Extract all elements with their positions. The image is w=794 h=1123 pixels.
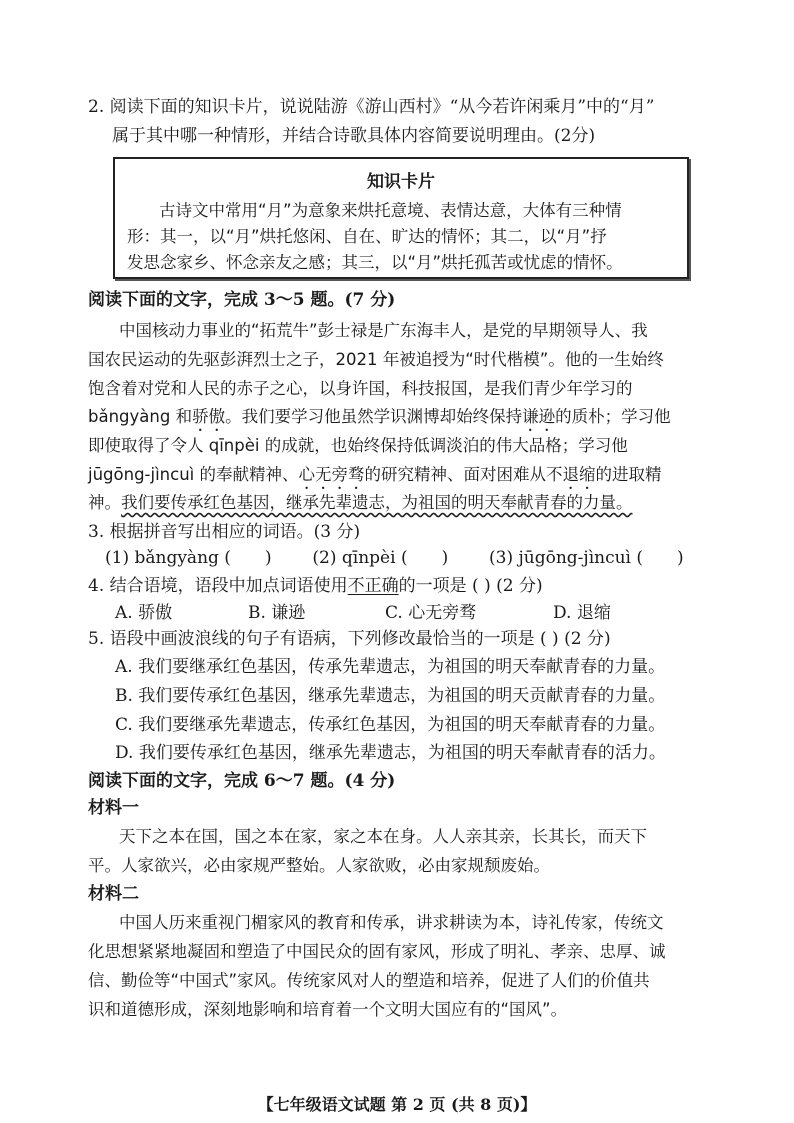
q3-stem: 3. 根据拼音写出相应的词语。(3 分)	[88, 522, 361, 542]
passage-line-2: 国农民运动的先驱彭湃烈士之子，2021 年被追授为“时代楷模”。他的一生始终	[88, 350, 664, 369]
card-line-2: 形：其一，以“月”烘托悠闲、自在、旷达的情怀；其二，以“月”抒	[127, 227, 607, 246]
q3-blanks: (1) bǎngyàng ( ) (2) qīnpèi ( ) (3) jūgōng-jìncuì ( )	[105, 548, 684, 568]
section1-header: 阅读下面的文字，完成 3～5 题。(7 分)	[88, 290, 396, 310]
q5-option-d: D. 我们要传承红色基因，继承先辈遗志，为祖国的明天奉献青春的活力。	[115, 743, 666, 763]
passage-text: 的进取精	[595, 465, 662, 484]
material-2-line-3: 信、勤俭等“中国式”家风。传统家风对人的塑造和培养，促进了人们的价值共	[88, 971, 650, 990]
q5-option-c: C. 我们要继承先辈遗志，传承红色基因，为祖国的明天奉献青春的力量。	[115, 715, 666, 735]
q3-item-3: (3) jūgōng-jìncuì (	[489, 548, 644, 568]
material-2-title: 材料二	[88, 884, 139, 904]
passage-line-4	[88, 406, 671, 435]
passage-text: 的研究精神、面对困难从不	[364, 465, 563, 484]
material-2-line-1: 中国人历来重视门楣家风的教育和传承，讲求耕读为本，诗礼传家，传统文	[119, 913, 664, 932]
pinyin-text: bǎngyàng 和	[88, 407, 193, 426]
pinyin-text: jūgōng-jìncuì 的奉献精神、	[88, 465, 299, 484]
q2-stem-line1: 2. 阅读下面的知识卡片，说说陆游《游山西村》“从今若许闲乘月”中的“月”	[88, 97, 655, 117]
section2-header: 阅读下面的文字，完成 6～7 题。(4 分)	[88, 771, 396, 791]
knowledge-card	[113, 157, 689, 279]
card-title: 知识卡片	[367, 172, 435, 192]
dotted-word-jiaoao: 骄傲	[192, 407, 226, 426]
passage-line-1: 中国核动力事业的“拓荒牛”彭士禄是广东海丰人，是党的早期领导人、我	[119, 321, 648, 340]
q3-item-2: (2) qīnpèi (	[312, 548, 408, 568]
passage-line-6	[88, 464, 661, 493]
q4-option-a: A. 骄傲	[115, 603, 173, 623]
passage-line-7	[88, 492, 633, 514]
q5-stem: 5. 语段中画波浪线的句子有语病，下列修改最恰当的一项是 ( ) (2 分)	[88, 629, 611, 649]
material-2-line-2: 化思想紧紧地凝固和塑造了中国民众的固有家风，形成了明礼、孝亲、忠厚、诚	[88, 942, 666, 961]
dotted-word-tuisuo: 退缩	[562, 465, 596, 484]
q4-option-d: D. 退缩	[553, 603, 611, 623]
passage-line-5: 即使取得了令人 qīnpèi 的成就，也始终保持低调淡泊的伟大品格；学习他	[88, 436, 628, 455]
material-1-line-2: 平。人家欲兴，必由家规严整始。人家欲败，必由家规颓废始。	[88, 856, 550, 875]
passage-text: 的质朴；学习他	[555, 407, 671, 426]
q4-option-c: C. 心无旁骛	[385, 603, 477, 623]
passage-line-3: 饱含着对党和人民的赤子之心，以身许国，科技报国，是我们青少年学习的	[88, 379, 633, 398]
wavy-underlined-sentence: 我们要传承红色基因，继承先辈遗志，为祖国的明天奉献青春的力量。	[121, 493, 633, 512]
passage-text: 神。	[88, 493, 121, 512]
q4-option-b: B. 谦逊	[248, 603, 306, 623]
q2-stem-line2: 属于其中哪一种情形，并结合诗歌具体内容简要说明理由。(2分)	[112, 126, 596, 146]
dotted-word-xinwupangwu: 心无旁骛	[298, 465, 365, 484]
material-2-line-4: 识和道德形成，深刻地影响和培育着一个文明大国应有的“国风”。	[88, 1000, 568, 1019]
passage-text: 。我们要学习他虽然学识渊博却始终保持	[225, 407, 523, 426]
material-1-title: 材料一	[88, 798, 139, 818]
q5-option-a: A. 我们要继承红色基因，传承先辈遗志，为祖国的明天奉献青春的力量。	[115, 657, 666, 677]
q3-item-1: (1) bǎngyàng (	[105, 548, 231, 568]
page-footer: 【七年级语文试题 第 2 页 (共 8 页)】	[257, 1095, 537, 1114]
emphasis-not-correct: 不正确	[347, 576, 399, 596]
q5-option-b: B. 我们要传承红色基因，继承先辈遗志，为祖国的明天贡献青春的力量。	[115, 686, 666, 706]
card-line-3: 发思念家乡、怀念亲友之感；其三，以“月”烘托孤苦或忧虑的情怀。	[127, 253, 623, 272]
dotted-word-qianxun: 谦逊	[522, 407, 556, 426]
material-1-line-1: 天下之本在国，国之本在家，家之本在身。人人亲其亲，长其长，而天下	[119, 827, 647, 846]
q4-stem: 4. 结合语境，语段中加点词语使用不正确的一项是 ( ) (2 分)	[88, 576, 543, 596]
card-line-1: 古诗文中常用“月”为意象来烘托意境、表情达意，大体有三种情	[159, 201, 622, 220]
